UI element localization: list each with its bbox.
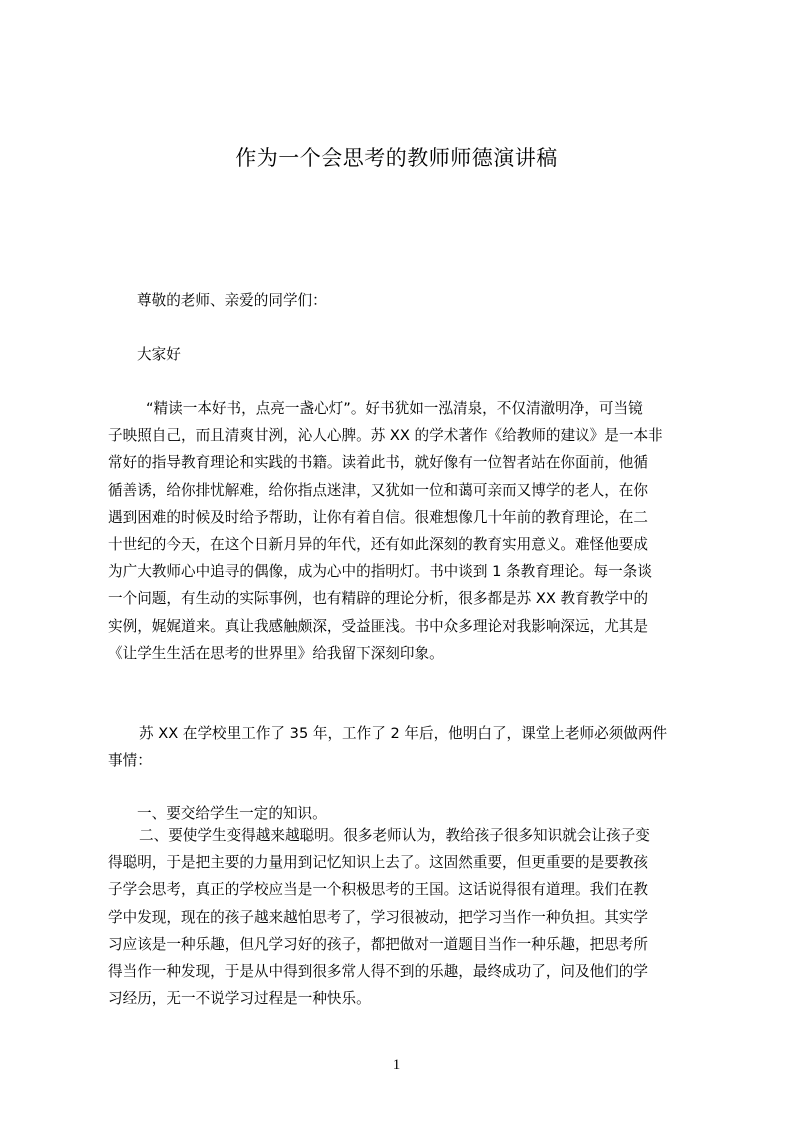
paragraph-line: 为广大教师心中追寻的偶像，成为心中的指明灯。书中谈到 1 条教育理论。每一条谈 xyxy=(108,563,652,581)
paragraph-line: 得当作一种发现，于是从中得到很多常人得不到的乐趣，最终成功了，问及他们的学 xyxy=(108,962,648,980)
paragraph-line: 循善诱，给你排忧解难，给你指点迷津，又犹如一位和蔼可亲而又博学的老人，在你 xyxy=(108,481,648,499)
paragraph-line: 学中发现，现在的孩子越来越怕思考了，学习很被动，把学习当作一种负担。其实学 xyxy=(108,908,648,926)
paragraph-line: 《让学生生活在思考的世界里》给我留下深刻印象。 xyxy=(108,644,444,662)
work-paragraph xyxy=(108,720,698,774)
page-number: 1 xyxy=(392,1057,401,1073)
greeting-paragraph xyxy=(137,287,727,314)
point-one-line: 一、要交给学生一定的知识。 xyxy=(137,805,327,822)
intro-paragraph xyxy=(108,395,698,667)
paragraph-line: 习经历，无一不说学习过程是一种快乐。 xyxy=(108,990,371,1008)
paragraph-line: 得聪明，于是把主要的力量用到记忆知识上去了。这固然重要，但更重要的是要教孩 xyxy=(108,854,648,872)
hello-line: 大家好 xyxy=(137,346,181,363)
greeting-line: 尊敬的老师、亲爱的同学们： xyxy=(137,292,327,309)
paragraph-line: 实例，娓娓道来。真让我感触颇深，受益匪浅。书中众多理论对我影响深远，尤其是 xyxy=(108,617,648,635)
paragraph-line: 习应该是一种乐趣，但凡学习好的孩子，都把做对一道题目当作一种乐趣，把思考所 xyxy=(108,935,648,953)
point-two-paragraph xyxy=(108,822,698,1012)
paragraph-line: 事情： xyxy=(108,752,152,770)
paragraph-line: 二、要使学生变得越来越聪明。很多老师认为，教给孩子很多知识就会让孩子变 xyxy=(139,827,650,844)
paragraph-line: 子映照自己，而且清爽甘洌，沁人心脾。苏 XX 的学术著作《给教师的建议》是一本非 xyxy=(108,427,663,445)
paragraph-line: 十世纪的今天，在这个日新月异的年代，还有如此深刻的教育实用意义。难怪他要成 xyxy=(108,535,648,553)
paragraph-line: 一个问题，有生动的实际事例，也有精辟的理论分析，很多都是苏 XX 教育教学中的 xyxy=(108,590,649,608)
paragraph-line: “精读一本好书，点亮一盏心灯”。好书犹如一泓清泉，不仅清澈明净，可当镜 xyxy=(146,400,643,417)
paragraph-line: 遇到困难的时候及时给予帮助，让你有着自信。很难想像几十年前的教育理论，在二 xyxy=(108,508,648,526)
paragraph-line: 苏 XX 在学校里工作了 35 年，工作了 2 年后，他明白了，课堂上老师必须做两件 xyxy=(139,725,668,742)
paragraph-line: 子学会思考，真正的学校应当是一个积极思考的王国。这话说得很有道理。我们在教 xyxy=(108,881,648,899)
paragraph-line: 常好的指导教育理论和实践的书籍。读着此书，就好像有一位智者站在你面前，他循 xyxy=(108,454,648,472)
document-title: 作为一个会思考的教师师德演讲稿 xyxy=(235,146,558,170)
hello-paragraph xyxy=(137,341,727,368)
